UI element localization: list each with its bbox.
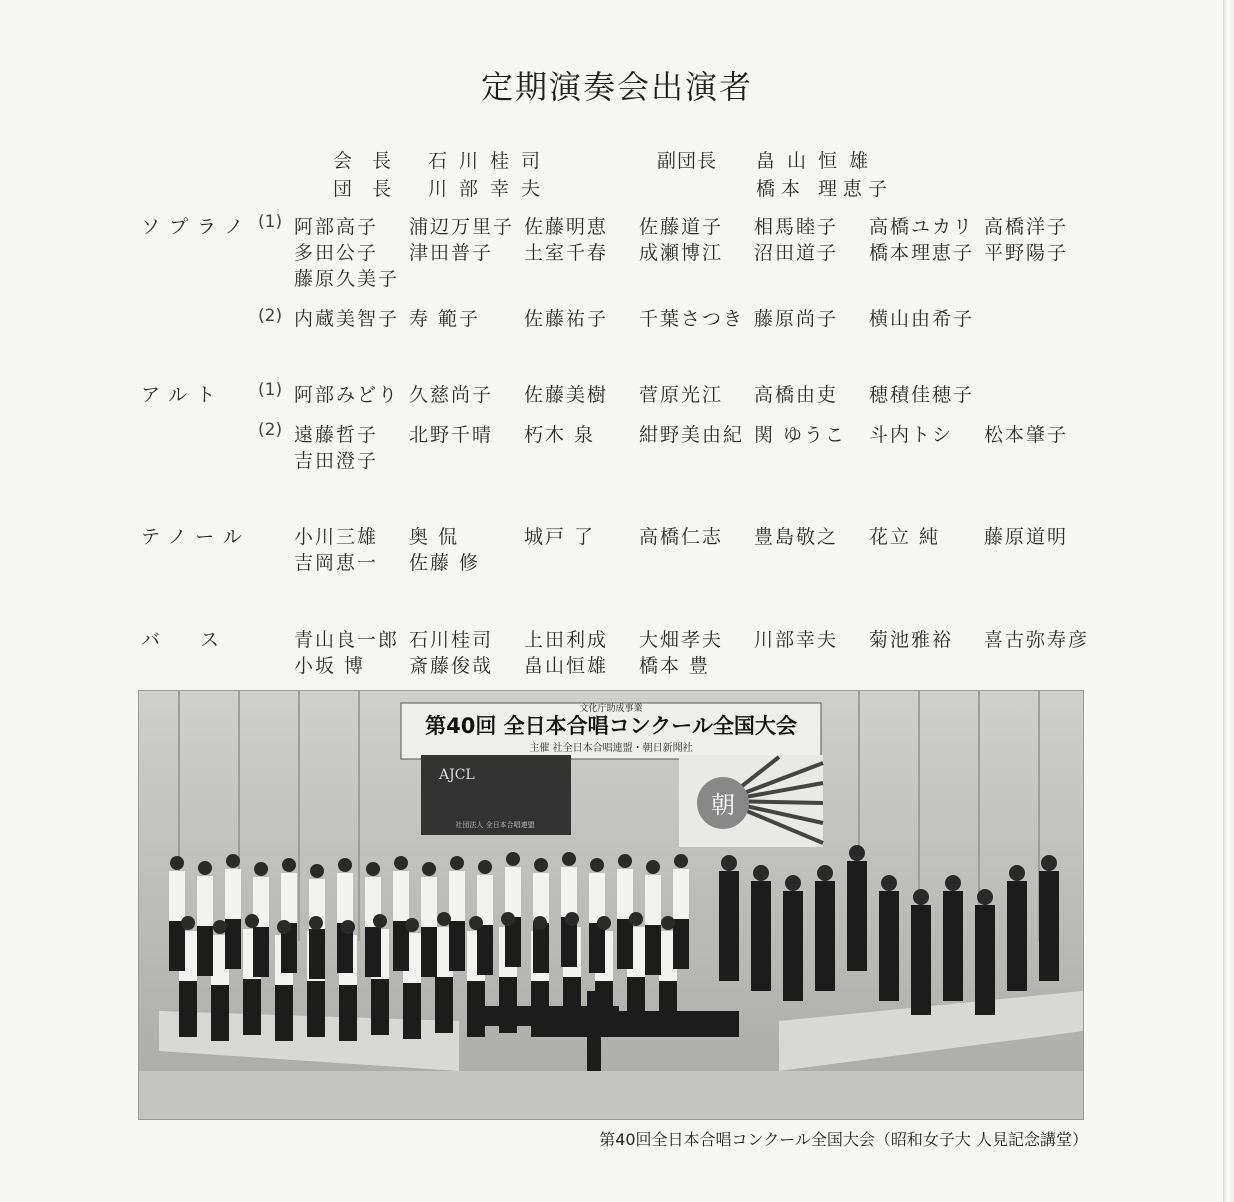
officer-name-leader: 川部幸夫 xyxy=(428,178,553,200)
ajcl-logo: AJCL xyxy=(439,767,475,783)
name-row xyxy=(294,548,1094,574)
officer-name-president: 石川桂司 xyxy=(428,150,553,172)
member-name: 津田普子 xyxy=(409,242,494,264)
name-row xyxy=(294,625,1094,651)
member-name: 川部幸夫 xyxy=(754,629,839,651)
member-name: 松本肇子 xyxy=(984,424,1069,446)
part-number: (1) xyxy=(258,380,283,400)
member-name: 佐藤道子 xyxy=(639,216,724,238)
section-label-bass: バス xyxy=(141,629,260,651)
name-row xyxy=(294,420,1094,446)
member-name: 多田公子 xyxy=(294,242,379,264)
member-name: 横山由希子 xyxy=(869,308,975,330)
member-name: 吉岡恵一 xyxy=(294,552,379,574)
section-label-alto: アルト xyxy=(141,384,225,406)
member-name: 千葉さつき xyxy=(639,308,745,330)
page-title: 定期演奏会出演者 xyxy=(480,68,753,106)
member-name: 高橋洋子 xyxy=(984,216,1069,238)
choir-photo-illustration xyxy=(139,691,1083,1119)
officer-label-president: 会 長 xyxy=(333,150,399,172)
member-name: 大畑孝夫 xyxy=(639,629,724,651)
name-row xyxy=(294,238,1094,264)
member-name: 高橋ユカリ xyxy=(869,216,975,238)
member-name: 阿部高子 xyxy=(294,216,379,238)
part-number: (2) xyxy=(258,306,283,326)
name-list xyxy=(294,304,1094,330)
member-name: 佐藤明恵 xyxy=(524,216,609,238)
name-list xyxy=(294,380,1094,406)
member-name: 関 ゆうこ xyxy=(754,424,847,446)
officer-name-vice-leader-2: 橋本 理恵子 xyxy=(756,178,894,200)
banner-main-text: 第40回 全日本合唱コンクール全国大会 xyxy=(425,714,797,738)
member-name: 土室千春 xyxy=(524,242,609,264)
member-name: 橋本理恵子 xyxy=(869,242,975,264)
member-name: 高橋由吏 xyxy=(754,384,839,406)
member-name: 奥 侃 xyxy=(409,526,460,548)
member-name: 豊島敬之 xyxy=(754,526,839,548)
member-name: 藤原道明 xyxy=(984,526,1069,548)
part-number: (1) xyxy=(258,212,283,232)
member-name: 紺野美由紀 xyxy=(639,424,745,446)
member-name: 遠藤哲子 xyxy=(294,424,379,446)
member-name: 成瀬博江 xyxy=(639,242,724,264)
member-name: 佐藤美樹 xyxy=(524,384,609,406)
member-name: 青山良一郎 xyxy=(294,629,400,651)
member-name: 朽木 泉 xyxy=(524,424,596,446)
member-name: 穂積佳穂子 xyxy=(869,384,975,406)
ajcl-logo-sub: 社団法人 全日本合唱連盟 xyxy=(455,821,535,829)
member-name: 阿部みどり xyxy=(294,384,400,406)
member-name: 石川桂司 xyxy=(409,629,494,651)
member-name: 北野千晴 xyxy=(409,424,494,446)
banner-sub-text: 主催 社全日本合唱連盟・朝日新聞社 xyxy=(529,743,693,754)
member-name: 佐藤祐子 xyxy=(524,308,609,330)
member-name: 藤原久美子 xyxy=(294,268,400,290)
member-name: 小坂 博 xyxy=(294,655,366,677)
section-label-tenor: テノール xyxy=(141,526,251,548)
member-name: 菊池雅裕 xyxy=(869,629,954,651)
member-name: 小川三雄 xyxy=(294,526,379,548)
member-name: 菅原光江 xyxy=(639,384,724,406)
member-name: 相馬睦子 xyxy=(754,216,839,238)
name-row xyxy=(294,264,1094,290)
member-name: 佐藤 修 xyxy=(409,552,481,574)
member-name: 花立 純 xyxy=(869,526,941,548)
member-name: 寿 範子 xyxy=(409,308,481,330)
member-name: 久慈尚子 xyxy=(409,384,494,406)
name-row xyxy=(294,380,1094,406)
officer-name-vice-leader: 畠山恒雄 xyxy=(756,150,881,172)
member-name: 上田利成 xyxy=(524,629,609,651)
member-name: 藤原尚子 xyxy=(754,308,839,330)
choir-photo xyxy=(138,690,1084,1120)
member-name: 平野陽子 xyxy=(984,242,1069,264)
flag-character: 朝 xyxy=(711,791,735,819)
banner-small-text: 文化庁助成事業 xyxy=(579,704,643,714)
name-row xyxy=(294,212,1094,238)
name-row xyxy=(294,304,1094,330)
member-name: 斎藤俊哉 xyxy=(409,655,494,677)
member-name: 内蔵美智子 xyxy=(294,308,400,330)
officer-row-2 xyxy=(0,174,1234,202)
member-name: 沼田道子 xyxy=(754,242,839,264)
section-label-soprano: ソプラノ xyxy=(141,216,253,238)
name-row xyxy=(294,446,1094,472)
name-list xyxy=(294,212,1094,290)
officer-label-leader: 団 長 xyxy=(333,178,399,200)
member-name: 城戸 了 xyxy=(524,526,596,548)
part-number: (2) xyxy=(258,420,283,440)
name-row xyxy=(294,651,1094,677)
officer-row-1 xyxy=(0,146,1234,174)
member-name: 喜古弥寿彦 xyxy=(984,629,1090,651)
officer-label-vice-leader: 副団長 xyxy=(657,150,718,172)
member-name: 吉田澄子 xyxy=(294,450,379,472)
member-name: 橋本 豊 xyxy=(639,655,711,677)
member-name: 畠山恒雄 xyxy=(524,655,609,677)
name-row xyxy=(294,522,1094,548)
photo-caption: 第40回全日本合唱コンクール全国大会（昭和女子大 人見記念講堂） xyxy=(599,1130,1088,1149)
member-name: 浦辺万里子 xyxy=(409,216,515,238)
member-name: 高橋仁志 xyxy=(639,526,724,548)
member-name: 斗内トシ xyxy=(869,424,954,446)
name-list xyxy=(294,625,1094,677)
name-list xyxy=(294,522,1094,574)
name-list xyxy=(294,420,1094,472)
